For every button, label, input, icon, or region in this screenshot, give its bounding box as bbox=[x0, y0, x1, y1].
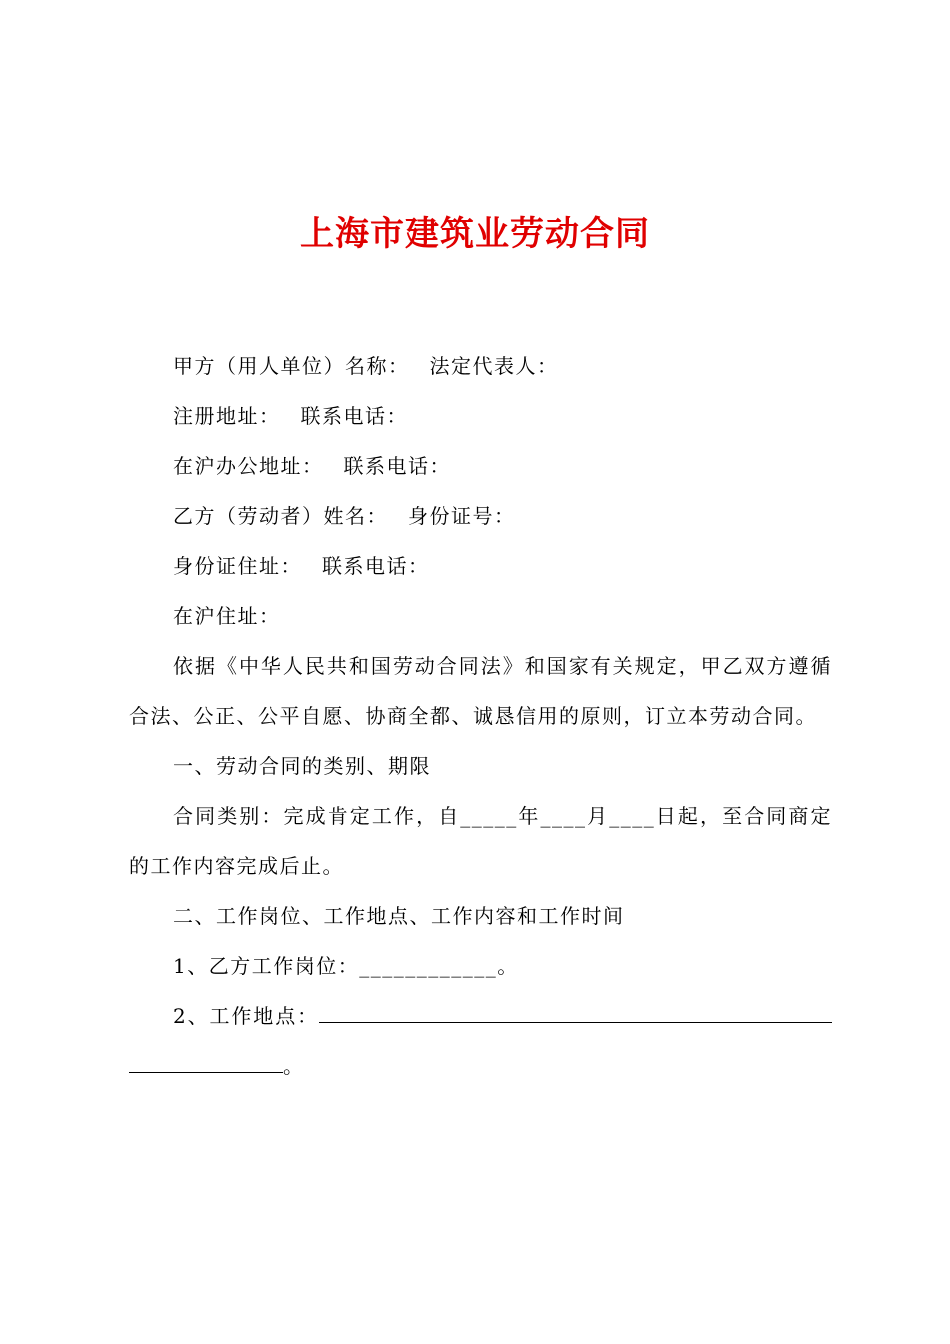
work-location-blank bbox=[319, 1021, 832, 1023]
id-number-label: 身份证号： bbox=[408, 504, 516, 528]
office-address-line bbox=[129, 441, 832, 491]
document-title: 上海市建筑业劳动合同 bbox=[300, 214, 650, 254]
id-address-label: 身份证住址： bbox=[173, 554, 302, 578]
phone-label: 联系电话： bbox=[322, 554, 430, 578]
work-location-blank-continued bbox=[129, 1071, 283, 1073]
document-body bbox=[129, 341, 832, 1091]
party-a-line bbox=[129, 341, 832, 391]
id-address-line bbox=[129, 541, 832, 591]
shanghai-address-line: 在沪住址： bbox=[173, 604, 281, 628]
work-location-label: 2、工作地点： bbox=[173, 1004, 319, 1028]
party-b-name-label: 乙方（劳动者）姓名： bbox=[173, 504, 388, 528]
section-2-heading: 二、工作岗位、工作地点、工作内容和工作时间 bbox=[173, 904, 625, 928]
registered-address-line bbox=[129, 391, 832, 441]
phone-label: 联系电话： bbox=[300, 404, 408, 428]
party-a-name-label: 甲方（用人单位）名称： bbox=[173, 354, 410, 378]
section-1-heading: 一、劳动合同的类别、期限 bbox=[173, 754, 431, 778]
work-location-item bbox=[129, 991, 832, 1091]
party-b-line bbox=[129, 491, 832, 541]
preamble-paragraph: 依据《中华人民共和国劳动合同法》和国家有关规定，甲乙双方遵循合法、公正、公平自愿、协商全都、诚恳信用的原则，订立本劳动合同。 bbox=[129, 654, 832, 728]
legal-rep-label: 法定代表人： bbox=[429, 354, 559, 378]
work-location-end: 。 bbox=[283, 1054, 305, 1078]
registered-address-label: 注册地址： bbox=[173, 404, 281, 428]
job-position-item: 1、乙方工作岗位：____________。 bbox=[173, 954, 519, 978]
office-address-label: 在沪办公地址： bbox=[173, 454, 324, 478]
contract-type-paragraph: 合同类别：完成肯定工作，自_____年____月____日起，至合同商定的工作内容完成后止。 bbox=[129, 804, 832, 878]
phone-label: 联系电话： bbox=[343, 454, 451, 478]
